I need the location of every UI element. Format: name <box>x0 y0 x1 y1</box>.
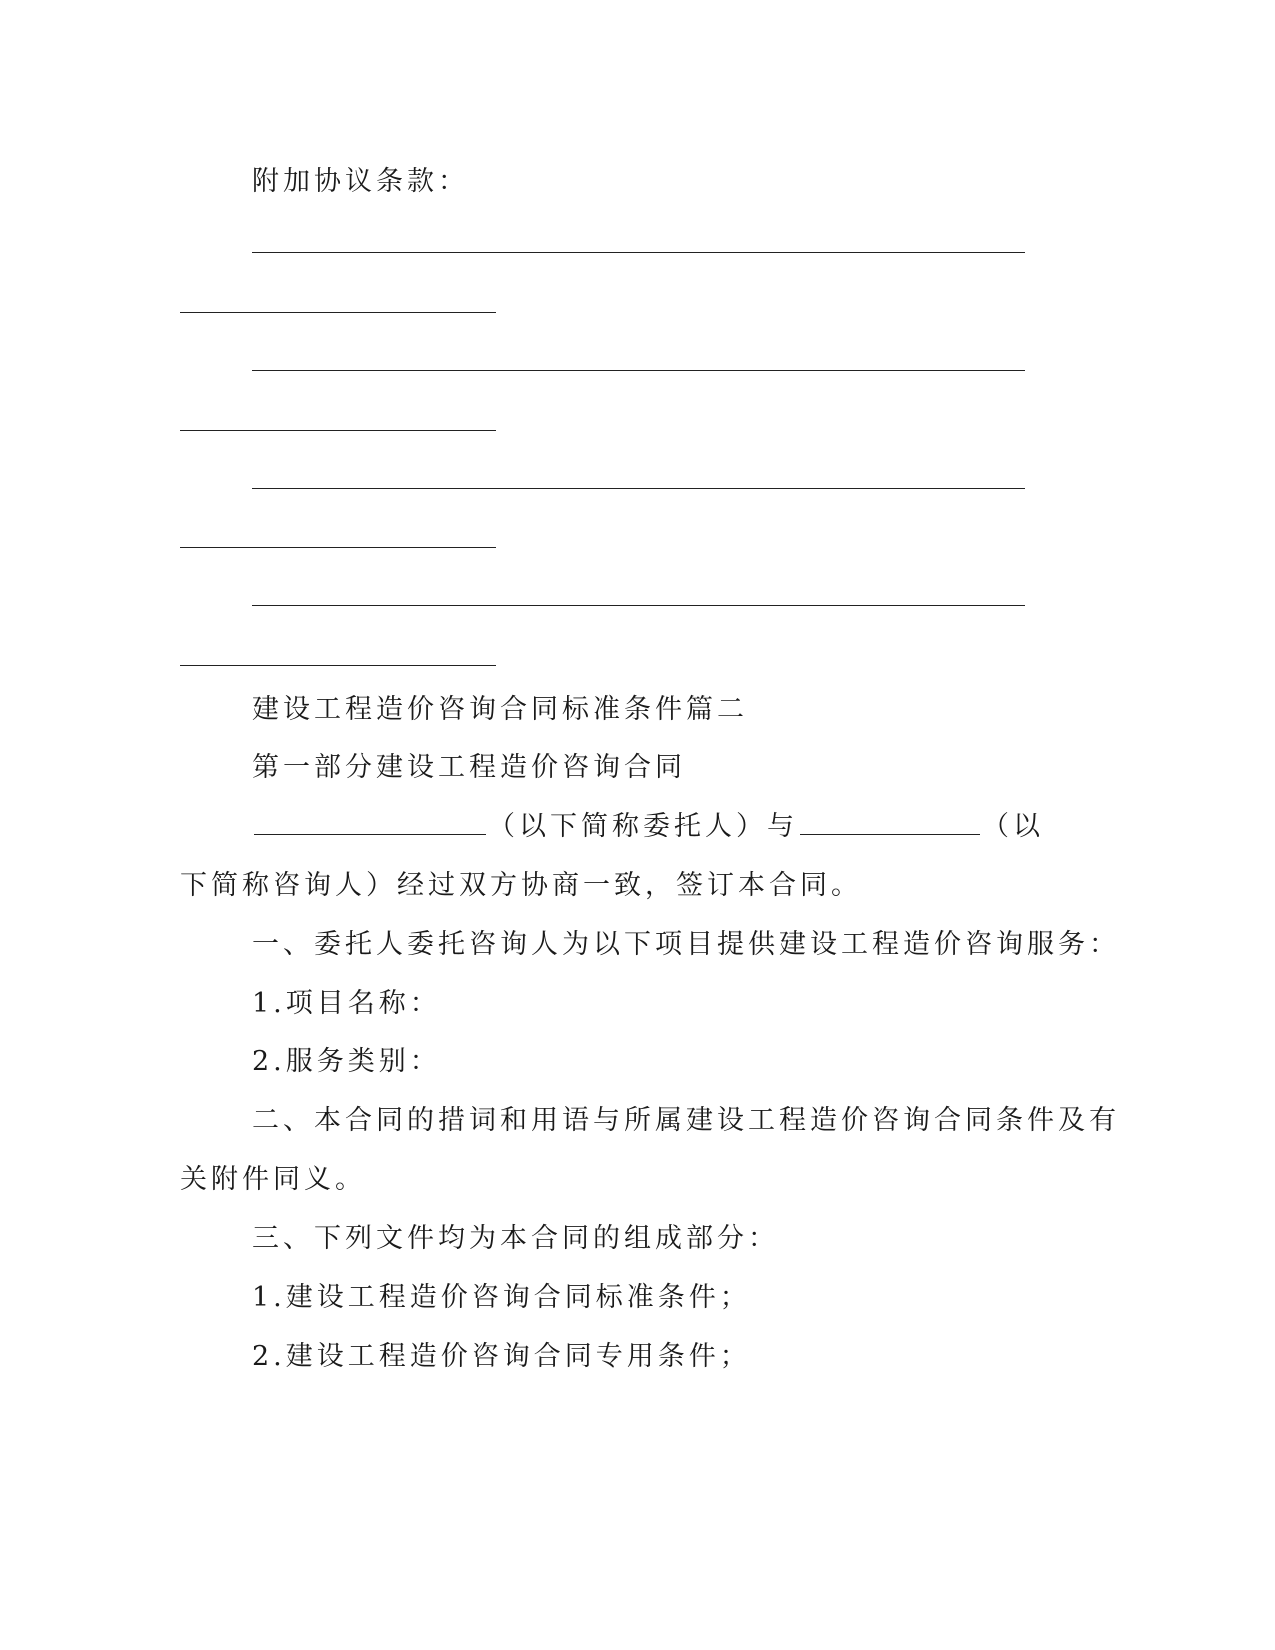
blank-line <box>252 605 1025 606</box>
clause-2-line-2: 关附件同义。 <box>180 1164 366 1195</box>
supplement-heading: 附加协议条款： <box>252 166 469 197</box>
blank-line <box>180 312 496 313</box>
parties-line <box>252 811 1044 843</box>
section-title: 建设工程造价咨询合同标准条件篇二 <box>252 694 748 725</box>
blank-line <box>252 252 1025 253</box>
consultant-name-blank <box>800 812 980 835</box>
blank-line <box>252 488 1025 489</box>
client-name-blank <box>254 812 486 835</box>
consultant-suffix: （以 <box>982 811 1044 842</box>
clause-3-item-2: 2.建设工程造价咨询合同专用条件； <box>252 1341 751 1372</box>
blank-line <box>180 430 496 431</box>
clause-3: 三、下列文件均为本合同的组成部分： <box>252 1223 779 1254</box>
blank-line <box>252 370 1025 371</box>
client-suffix: （以下简称委托人）与 <box>488 811 798 842</box>
blank-line <box>180 547 496 548</box>
clause-1-item-2: 2.服务类别： <box>252 1046 441 1077</box>
clause-1: 一、委托人委托咨询人为以下项目提供建设工程造价咨询服务： <box>252 929 1120 960</box>
clause-2-line-1: 二、本合同的措词和用语与所属建设工程造价咨询合同条件及有 <box>252 1105 1120 1136</box>
clause-1-item-1: 1.项目名称： <box>252 988 441 1019</box>
clause-3-item-1: 1.建设工程造价咨询合同标准条件； <box>252 1282 751 1313</box>
blank-line <box>180 665 496 666</box>
part-title: 第一部分建设工程造价咨询合同 <box>252 752 686 783</box>
parties-continuation: 下简称咨询人）经过双方协商一致，签订本合同。 <box>180 870 862 901</box>
